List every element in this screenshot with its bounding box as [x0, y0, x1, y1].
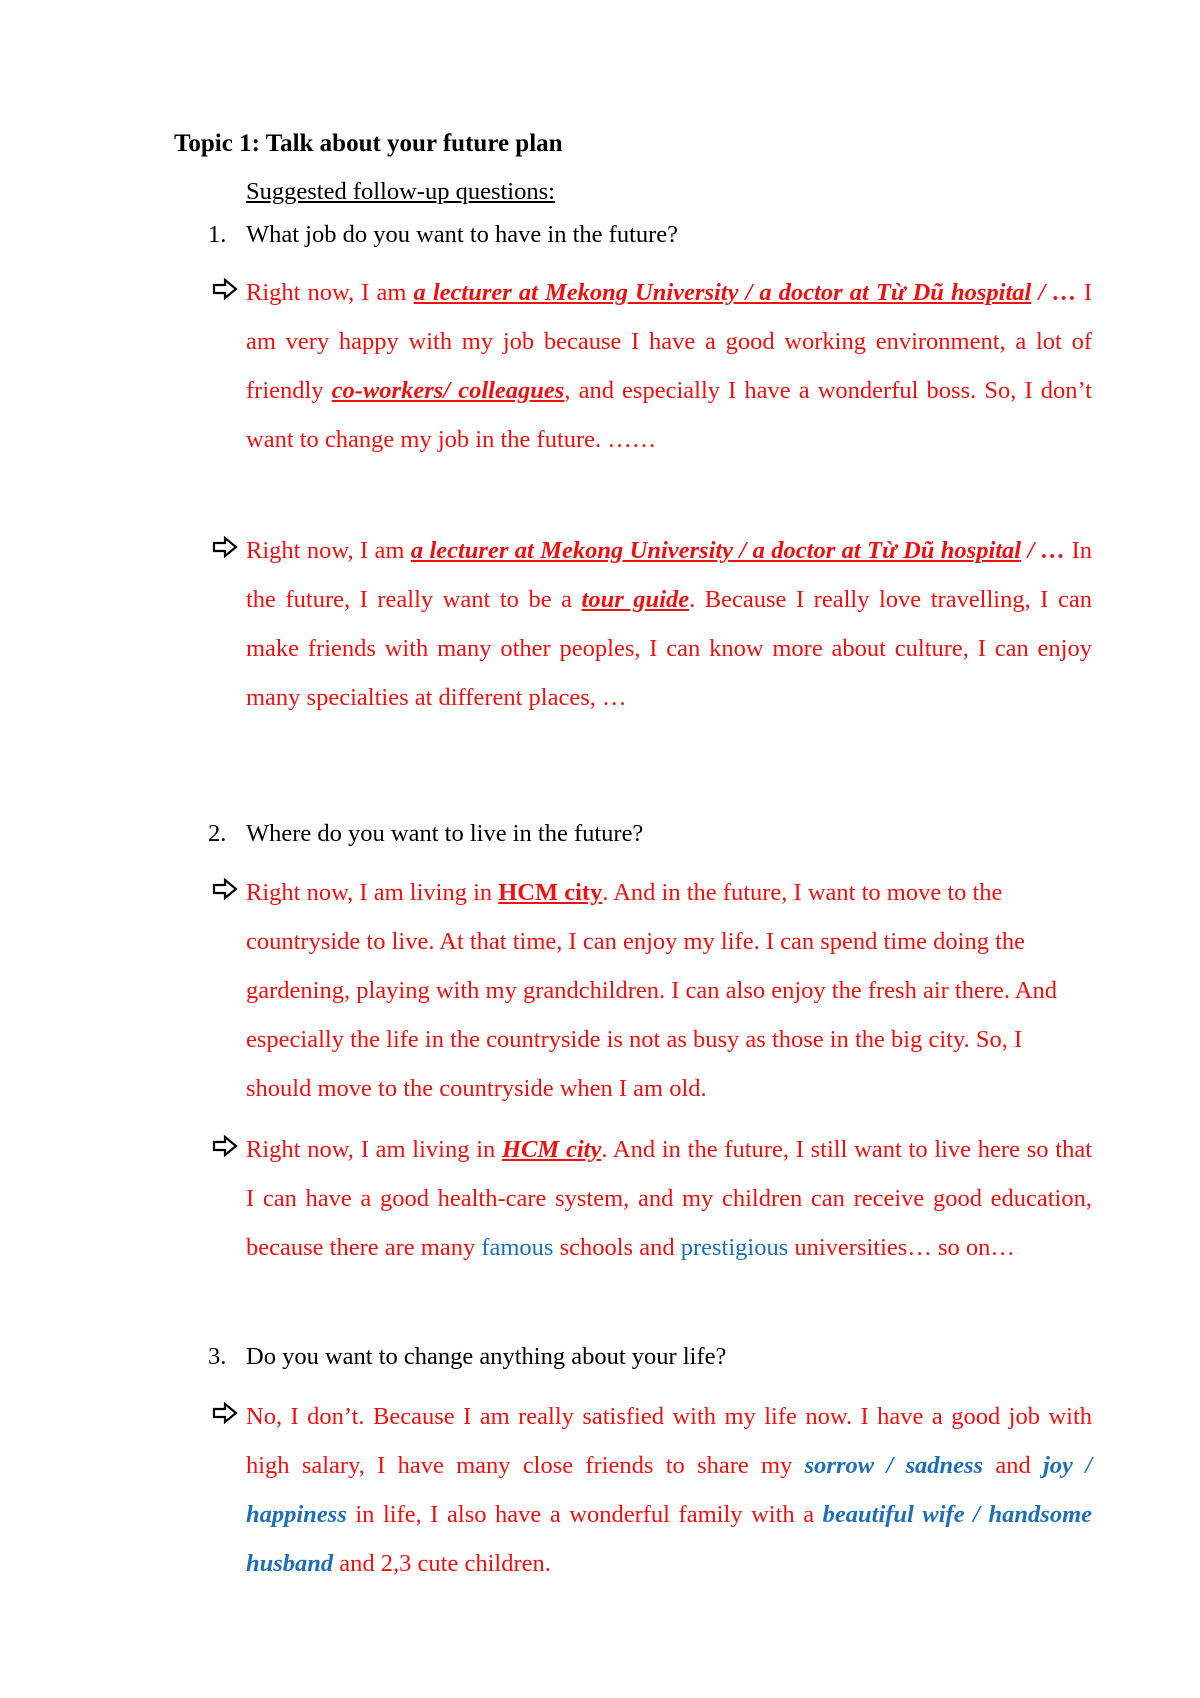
- answer-text: [246, 526, 1092, 722]
- answer-segment: Right now, I am living in: [246, 879, 499, 906]
- right-arrow-icon: [212, 278, 238, 300]
- answer-text: [246, 868, 1092, 1113]
- question-text: Where do you want to live in the future?: [246, 820, 644, 847]
- question-3: [208, 1343, 1108, 1371]
- answer-segment: , and especially I have a wonderful boss. So, I don’t want to change my job in the future. ……: [246, 377, 1092, 453]
- question-text: What job do you want to have in the future?: [246, 221, 679, 248]
- city-highlight: HCM city: [502, 1136, 602, 1163]
- topic-title: Topic 1: Talk about your future plan: [174, 130, 563, 157]
- answer-text: [246, 1125, 1092, 1272]
- answer-segment: and 2,3 cute children.: [333, 1550, 551, 1577]
- follow-up-subtitle: Suggested follow-up questions:: [246, 178, 555, 205]
- answer-segment: in life, I also have a wonderful family with a: [346, 1501, 823, 1528]
- answer-segment: schools and: [553, 1234, 681, 1261]
- answer-segment: In the future, I really want to be a: [246, 537, 1093, 613]
- answer-text: [246, 1392, 1092, 1588]
- answer-segment: / …: [1031, 279, 1084, 306]
- answer-text: [246, 268, 1092, 464]
- answer-segment: Right now, I am living in: [246, 1136, 503, 1163]
- answer-segment: Right now, I am: [246, 537, 411, 564]
- tour-guide-highlight: tour guide: [581, 586, 690, 613]
- answer-segment: and: [983, 1452, 1043, 1479]
- job-highlight: a lecturer at Mekong University / a doctor at Từ Dũ hospital: [413, 279, 1032, 306]
- question-text: Do you want to change anything about your life?: [246, 1343, 727, 1370]
- question-number: 1.: [208, 221, 227, 248]
- right-arrow-icon: [212, 1135, 238, 1157]
- vocab-highlight: joy / happiness: [246, 1452, 1093, 1528]
- answer-segment: No, I don’t. Because I am really satisfied with my life now. I have a good job with high salary, I have many close friends to share my: [246, 1403, 1092, 1479]
- answer-segment: . And in the future, I still want to live here so that I can have a good health-care system, and my children can receive good education, because there are many: [246, 1136, 1093, 1261]
- answer-segment: / …: [1021, 537, 1072, 564]
- question-number: 3.: [208, 1343, 227, 1370]
- job-highlight: a lecturer at Mekong University / a doctor at Từ Dũ hospital: [410, 537, 1022, 564]
- answer-segment: . And in the future, I want to move to the countryside to live. At that time, I can enjoy my life. I can spend time doing the gardening, playing with my grandchildren. I can also enjoy the fresh air there. And especially the life in the countryside is not as busy as those in the big city. So, I should move to the countryside when I am old.: [246, 879, 1057, 1102]
- answer-segment: Right now, I am: [246, 279, 414, 306]
- colleagues-highlight: co-workers/ colleagues: [331, 377, 565, 404]
- right-arrow-icon: [212, 878, 238, 900]
- question-2: [208, 820, 1108, 848]
- question-number: 2.: [208, 820, 227, 847]
- question-1: [208, 221, 1108, 249]
- answer-segment: . Because I really love travelling, I can make friends with many other peoples, I can know more about culture, I can enjoy many specialties at different places, …: [246, 586, 1092, 711]
- right-arrow-icon: [212, 536, 238, 558]
- city-highlight: HCM city: [498, 879, 603, 906]
- answer-segment: I am very happy with my job because I have a good working environment, a lot of friendly: [246, 279, 1092, 404]
- vocab-highlight: famous: [481, 1234, 554, 1261]
- vocab-highlight: beautiful wife / handsome husband: [246, 1501, 1092, 1577]
- vocab-highlight: sorrow / sadness: [804, 1452, 984, 1479]
- right-arrow-icon: [212, 1402, 238, 1424]
- vocab-highlight: prestigious: [680, 1234, 789, 1261]
- answer-segment: universities… so on…: [788, 1234, 1015, 1261]
